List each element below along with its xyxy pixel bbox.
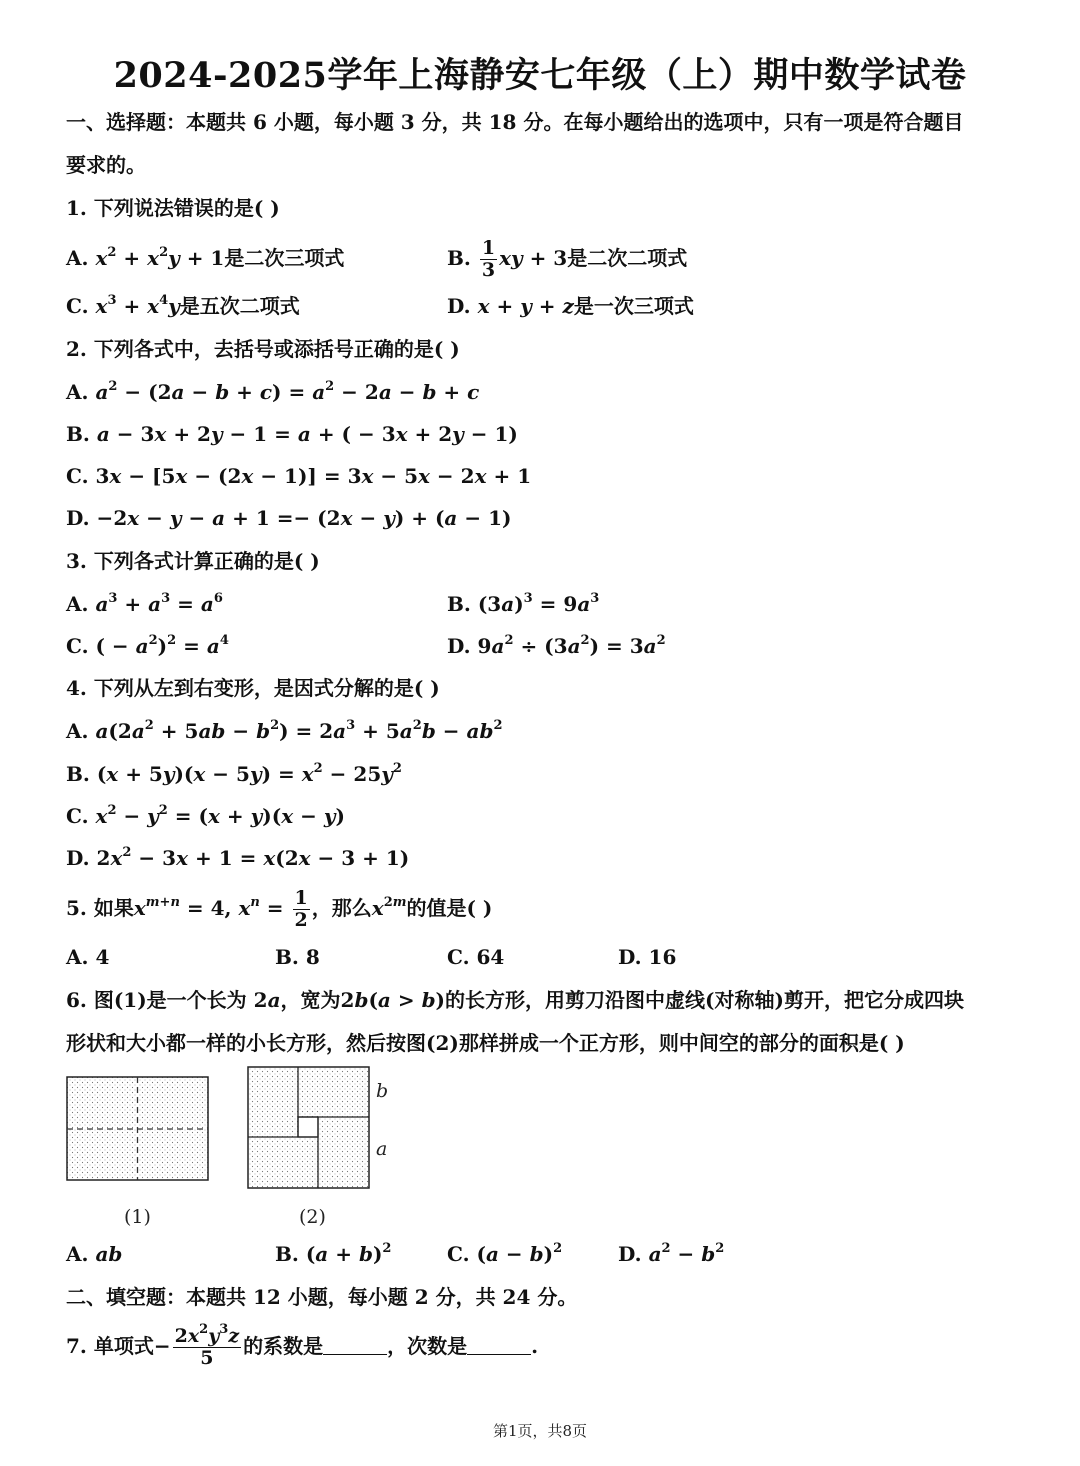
q1-stem: 1. 下列说法错误的是( ) (66, 196, 280, 220)
fig2-label-b: b (376, 1080, 389, 1102)
section1-heading-line1: 一、选择题：本题共 6 小题，每小题 3 分，共 18 分。在每小题给出的选项中，只有一项是符合题目 (66, 110, 964, 134)
q2-option-b: B. a − 3x + 2y − 1 = a + ( − 3x + 2y − 1) (66, 422, 518, 446)
section1-heading-line2: 要求的。 (66, 153, 146, 177)
q2-option-a: A. $a^2 - (2a - b + c) = a^2 - 2a - b + c$ (66, 379, 480, 404)
q7-stem: 7. 单项式− $\frac{2x^2y^3z}{5}$ 的系数是 ，次数是 . (66, 1322, 539, 1369)
q3-option-d: D. $9a^2 \div (3a^2) = 3a^2$ (447, 633, 666, 658)
q3-option-c: C. ( − $a^2)^2 = a^4$ (66, 633, 229, 658)
q7-blank-1[interactable] (323, 1336, 387, 1355)
fig2-label-a: a (376, 1138, 388, 1160)
q4-stem: 4. 下列从左到右变形，是因式分解的是( ) (66, 676, 440, 700)
q5-option-a: A. 4 (66, 945, 110, 969)
q3-option-a: A. $a^3 + a^3 = a^6$ (66, 591, 223, 616)
q6-option-b: B. $(a + b)^2$ (275, 1241, 392, 1266)
q1-option-d: D. x + y + z是一次三项式 (447, 294, 694, 318)
q1-option-b: B. $\frac{1}{3}$ xy + 3是二次二项式 (447, 237, 688, 281)
page-footer: 第1页，共8页 (492, 1422, 588, 1440)
q5-option-d: D. 16 (618, 945, 677, 969)
q6-option-c: C. $(a - b)^2$ (447, 1241, 563, 1266)
q6-figure-1 (66, 1076, 210, 1182)
q6-stem-line2: 形状和大小都一样的小长方形，然后按图(2)那样拼成一个正方形，则中间空的部分的面积是( ) (66, 1031, 905, 1055)
q1-option-c: C. $x^3 + x^4y$是五次二项式 (66, 293, 300, 318)
fig2-caption: (2) (299, 1206, 326, 1228)
q6-stem-line1: 6. 图(1)是一个长为 2a，宽为2b(a > b)的长方形，用剪刀沿图中虚线(对称轴)剪开，把它分成四块 (66, 988, 964, 1012)
q5-option-c: C. 64 (447, 945, 505, 969)
q4-option-d: D. $2x^2 - 3x + 1 = x(2x - 3 + 1)$ (66, 845, 410, 870)
q6-figure-2 (246, 1065, 396, 1191)
section2-heading: 二、填空题：本题共 12 小题，每小题 2 分，共 24 分。 (66, 1285, 578, 1309)
q4-option-a: A. $a(2a^2 + 5ab - b^2) = 2a^3 + 5a^2b - ab^2$ (66, 718, 503, 743)
q4-option-c: C. $x^2 - y^2 = (x + y)(x - y)$ (66, 803, 345, 828)
q7-blank-2[interactable] (467, 1336, 531, 1355)
fig2-center-hole (298, 1117, 318, 1137)
q2-option-c: C. 3x − [5x − (2x − 1)] = 3x − 5x − 2x + 1 (66, 464, 532, 488)
fig1-caption: (1) (124, 1206, 151, 1228)
q2-option-d: D. −2x − y − a + 1 =− (2x − y) + (a − 1) (66, 506, 512, 530)
q6-option-a: A. ab (66, 1242, 123, 1266)
q1-option-a: A. $x^2 + x^2y + 1$是二次三项式 (66, 245, 345, 270)
q6-option-d: D. $a^2 - b^2$ (618, 1241, 725, 1266)
q5-stem: 5. 如果$x^{m+n} = 4$, $x^n$ = $\frac{1}{2}$ ，那么$x^{2m}$的值是( ) (66, 887, 493, 931)
q4-option-b: B. $(x + 5y)(x - 5y) = x^2 - 25y^2$ (66, 761, 402, 786)
q2-stem: 2. 下列各式中，去括号或添括号正确的是( ) (66, 337, 460, 361)
page-title: 2024-2025学年上海静安七年级（上）期中数学试卷 (113, 55, 967, 96)
q3-stem: 3. 下列各式计算正确的是( ) (66, 549, 320, 573)
q3-option-b: B. $(3a)^3 = 9a^3$ (447, 591, 600, 616)
q5-option-b: B. 8 (275, 945, 320, 969)
